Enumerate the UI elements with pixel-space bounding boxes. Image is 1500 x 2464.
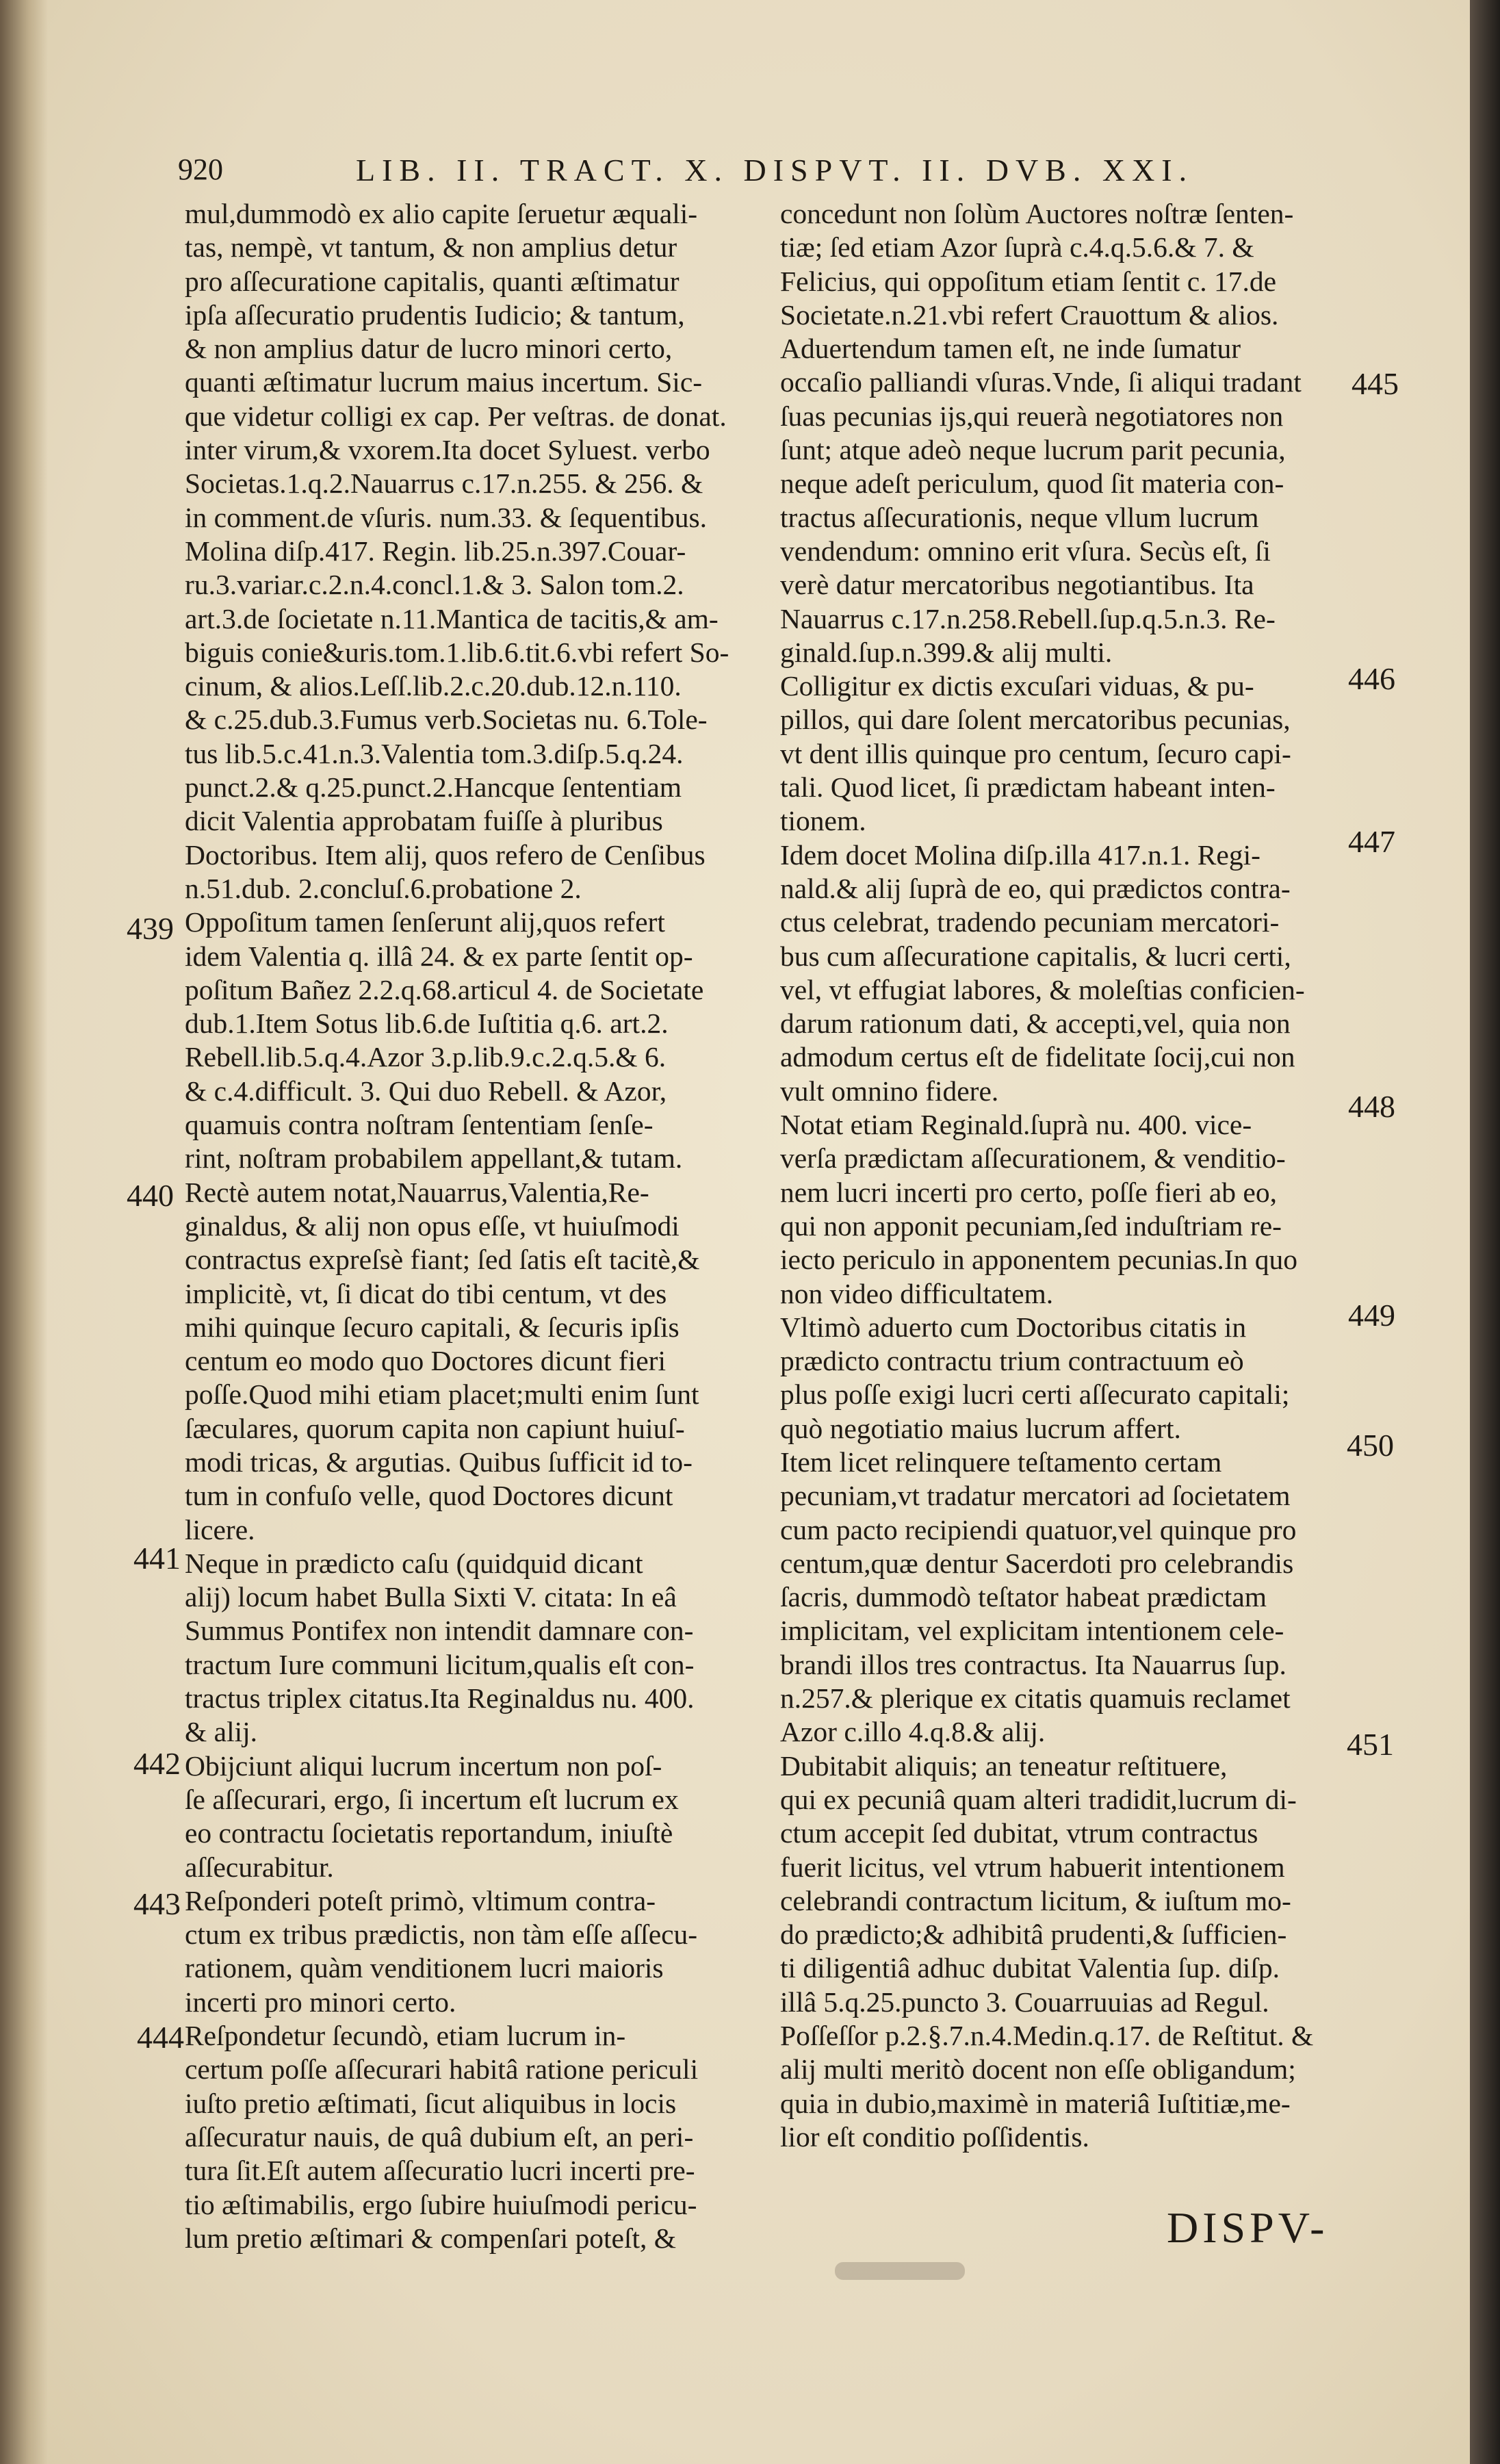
text-line: rint, noſtram probabilem appellant,& tutam. (185, 1142, 683, 1175)
text-line: brandi illos tres contractus. Ita Nauarrus ſup. (780, 1648, 1286, 1680)
text-line: vt dent illis quinque pro centum, ſecuro capi- (780, 737, 1291, 769)
text-line: incerti pro minori certo. (185, 1986, 456, 2018)
text-line: tas, nempè, vt tantum, & non amplius detur (185, 231, 677, 264)
text-line: que videtur colligi ex cap. Per veſtras. de donat. (185, 400, 727, 432)
text-line: tiæ; ſed etiam Azor ſuprà c.4.q.5.6.& 7. & (780, 231, 1254, 264)
text-line: Felicius, qui oppoſitum etiam ſentit c. 17.de (780, 265, 1276, 297)
paragraph-number: 444 (137, 2020, 184, 2055)
text-line: quanti æſtimatur lucrum maius incertum. Sic- (185, 366, 703, 398)
text-line: fuerit licitus, vel vtrum habuerit intentionem (780, 1851, 1285, 1883)
text-line: inter virum,& vxorem.Ita docet Syluest. verbo (185, 434, 710, 466)
text-line: Dubitabit aliquis; an teneatur reſtituere, (780, 1749, 1228, 1782)
text-line: eo contractu ſocietatis reportandum, iniuſtè (185, 1817, 673, 1849)
text-line: tio æſtimabilis, ergo ſubire huiuſmodi pericu- (185, 2188, 697, 2220)
text-line: Colligitur ex dictis excuſari viduas, & pu- (780, 670, 1254, 702)
text-line: aſſecuratur nauis, de quâ dubium eſt, an peri- (185, 2120, 694, 2153)
text-line: implicitè, vt, ſi dicat do tibi centum, vt des (185, 1277, 667, 1309)
text-line: Rebell.lib.5.q.4.Azor 3.p.lib.9.c.2.q.5.& 6. (185, 1041, 667, 1073)
text-line: Societate.n.21.vbi refert Crauottum & alios. (780, 298, 1279, 331)
text-line: Doctoribus. Item alij, quos refero de Cenſibus (185, 838, 706, 871)
text-line: plus poſſe exigi lucri certi aſſecurato capitali; (780, 1378, 1290, 1411)
text-line: neque adeſt periculum, quod ſit materia con- (780, 467, 1284, 500)
text-line: verè datur mercatoribus negotiantibus. Ita (780, 569, 1254, 601)
text-line: art.3.de ſocietate n.11.Mantica de tacitis,& am- (185, 602, 719, 634)
text-line: qui non apponit pecuniam,ſed induſtriam re- (780, 1209, 1282, 1242)
paragraph-number: 448 (1348, 1089, 1395, 1124)
text-line: dicit Valentia approbatam fuiſſe à pluribus (185, 805, 663, 837)
text-line: Summus Pontifex non intendit damnare con- (185, 1615, 694, 1647)
text-line: concedunt non ſolùm Auctores noſtræ ſenten- (780, 198, 1294, 229)
text-line: cum pacto recipiendi quatuor,vel quinque pro (780, 1513, 1297, 1545)
left-column (185, 197, 787, 2255)
text-line: tractus triplex citatus.Ita Reginaldus nu. 400. (185, 1682, 695, 1715)
text-line: & c.4.difficult. 3. Qui duo Rebell. & Azor, (185, 1075, 667, 1107)
text-line: tura ſit.Eſt autem aſſecuratio lucri incerti pre- (185, 2155, 695, 2187)
text-line: ſacris, dummodò teſtator habeat prædictam (780, 1581, 1267, 1613)
text-line: vult omnino fidere. (780, 1075, 999, 1107)
text-line: ipſa aſſecuratio prudentis Iudicio; & tantum, (185, 298, 685, 331)
binding-gutter (0, 0, 48, 2464)
text-line: certum poſſe aſſecurari habitâ ratione periculi (185, 2053, 699, 2086)
text-line: bus cum aſſecuratione capitalis, & lucri certi, (780, 940, 1291, 972)
text-line: n.257.& plerique ex citatis quamuis reclamet (780, 1682, 1291, 1715)
text-line: darum rationum dati, & accepti,vel, quia non (780, 1008, 1291, 1040)
text-line: Rectè autem notat,Nauarrus,Valentia,Re- (185, 1176, 649, 1208)
folio-number: 920 (178, 153, 223, 186)
text-line: mul,dummodò ex alio capite ſeruetur æquali- (185, 198, 698, 229)
text-line: verſa prædictam aſſecurationem, & venditio- (780, 1142, 1286, 1175)
text-line: tum in confuſo velle, quod Doctores dicunt (185, 1480, 673, 1512)
text-line: vendendum: omnino erit vſura. Secùs eſt, ſi (780, 535, 1271, 567)
text-line: Reſpondetur ſecundò, etiam lucrum in- (185, 2020, 626, 2052)
text-line: n.51.dub. 2.concluſ.6.probatione 2. (185, 872, 582, 904)
text-line: do prædicto;& adhibitâ prudenti,& ſufficien- (780, 1918, 1287, 1951)
text-line: Nauarrus c.17.n.258.Rebell.ſup.q.5.n.3. Re- (780, 602, 1276, 634)
text-line: rationem, quàm venditionem lucri maioris (185, 1952, 664, 1984)
text-line: idem Valentia q. illâ 24. & ex parte ſentit op- (185, 940, 693, 972)
catchword: DISPV- (1167, 2203, 1329, 2252)
right-column (780, 197, 1375, 2154)
text-line: quia in dubio,maximè in materiâ Iuſtitiæ,me- (780, 2087, 1291, 2119)
text-line: nem lucri incerti pro certo, poſſe fieri ab eo, (780, 1176, 1277, 1208)
text-line: occaſio palliandi vſuras.Vnde, ſi aliqui tradant (780, 366, 1302, 398)
text-line: Azor c.illo 4.q.8.& alij. (780, 1716, 1046, 1748)
text-line: ti diligentiâ adhuc dubitat Valentia ſup. diſp. (780, 1952, 1280, 1984)
text-line: non video difficultatem. (780, 1277, 1054, 1309)
text-line: quò negotiatio maius lucrum affert. (780, 1412, 1181, 1444)
text-line: pillos, qui dare ſolent mercatoribus pecunias, (780, 704, 1291, 736)
text-line: ctum accepit ſed dubitat, vtrum contractus (780, 1817, 1258, 1849)
paragraph-number: 446 (1348, 661, 1395, 696)
text-line: ginald.ſup.n.399.& alij multi. (780, 636, 1113, 668)
text-line: tali. Quod licet, ſi prædictam habeant inten- (780, 771, 1276, 804)
text-line: Obijciunt aliqui lucrum incertum non poſ- (185, 1749, 662, 1782)
text-line: Poſſeſſor p.2.§.7.n.4.Medin.q.17. de Reſtitut. & (780, 2020, 1314, 2052)
text-line: centum eo modo quo Doctores dicunt fieri (185, 1345, 667, 1377)
text-line: contractus expreſsè fiant; ſed ſatis eſt tacitè,& (185, 1244, 700, 1276)
paragraph-number: 449 (1348, 1298, 1395, 1333)
text-line: alij multi meritò docent non eſſe obligandum; (780, 2053, 1296, 2086)
text-line: lior eſt conditio poſſidentis. (780, 2120, 1089, 2153)
paragraph-number: 447 (1348, 824, 1395, 859)
text-line: ctum ex tribus prædictis, non tàm eſſe aſſecu- (185, 1918, 698, 1951)
text-line: modi tricas, & argutias. Quibus ſufficit id to- (185, 1446, 693, 1478)
text-line: poſitum Bañez 2.2.q.68.articul 4. de Societate (185, 973, 704, 1005)
text-line: ſuas pecunias ijs,qui reuerà negotiatores non (780, 400, 1284, 432)
text-line: Neque in prædicto caſu (quidquid dicant (185, 1547, 643, 1579)
text-line: Oppoſitum tamen ſenſerunt alij,quos refert (185, 906, 665, 938)
text-line: ginaldus, & alij non opus eſſe, vt huiuſmodi (185, 1209, 680, 1242)
text-line: cinum, & alios.Leſſ.lib.2.c.20.dub.12.n.110. (185, 670, 682, 702)
paragraph-number: 445 (1352, 366, 1399, 401)
text-line: in comment.de vſuris. num.33. & ſequentibus. (185, 501, 708, 533)
text-line: biguis conie&uris.tom.1.lib.6.tit.6.vbi refert So- (185, 636, 729, 668)
text-line: lum pretio æſtimari & compenſari poteſt, & (185, 2222, 677, 2254)
text-line: & alij. (185, 1716, 258, 1748)
text-line: nald.& alij ſuprà de eo, qui prædictos contra- (780, 872, 1291, 904)
text-line: ſe aſſecurari, ergo, ſi incertum eſt lucrum ex (185, 1783, 679, 1815)
text-line: alij) locum habet Bulla Sixti V. citata: In eâ (185, 1581, 677, 1613)
text-line: pecuniam,vt tradatur mercatori ad ſocietatem (780, 1480, 1291, 1512)
paragraph-number: 441 (133, 1541, 181, 1576)
text-line: aſſecurabitur. (185, 1851, 334, 1883)
text-line: prædicto contractu trium contractuum eò (780, 1345, 1244, 1377)
paragraph-number: 439 (127, 911, 174, 946)
text-line: dub.1.Item Sotus lib.6.de Iuſtitia q.6. art.2. (185, 1008, 669, 1040)
page-edge (1470, 0, 1500, 2464)
paragraph-number: 440 (127, 1178, 174, 1213)
text-line: quamuis contra noſtram ſententiam ſenſe- (185, 1109, 654, 1141)
paragraph-number: 451 (1347, 1727, 1394, 1762)
text-line: ſæculares, quorum capita non capiunt huiuſ- (185, 1412, 685, 1444)
text-line: celebrandi contractum licitum, & iuſtum mo- (780, 1884, 1291, 1916)
text-line: Reſponderi poteſt primò, vltimum contra- (185, 1884, 656, 1916)
text-line: licere. (185, 1513, 255, 1545)
text-line: punct.2.& q.25.punct.2.Hancque ſententiam (185, 771, 682, 804)
text-line: ctus celebrat, tradendo pecuniam mercatori- (780, 906, 1280, 938)
text-line: mihi quinque ſecuro capitali, & ſecuris ipſis (185, 1311, 680, 1343)
paragraph-number: 442 (133, 1746, 181, 1781)
text-line: Notat etiam Reginald.ſuprà nu. 400. vice- (780, 1109, 1252, 1141)
paragraph-number: 450 (1347, 1428, 1394, 1463)
text-line: iecto periculo in apponentem pecunias.In quo (780, 1244, 1297, 1276)
running-head: LIB. II. TRACT. X. DISPVT. II. DVB. XXI. (356, 153, 1194, 188)
text-line: Idem docet Molina diſp.illa 417.n.1. Regi- (780, 838, 1260, 871)
text-line: implicitam, vel explicitam intentionem cele- (780, 1615, 1284, 1647)
text-line: vel, vt effugiat labores, & moleſtias conficien- (780, 973, 1305, 1005)
paragraph-number: 443 (133, 1886, 181, 1921)
text-line: tractus aſſecurationis, neque vllum lucrum (780, 501, 1259, 533)
text-line: & c.25.dub.3.Fumus verb.Societas nu. 6.Tole- (185, 704, 708, 736)
text-line: Molina diſp.417. Regin. lib.25.n.397.Couar- (185, 535, 686, 567)
text-line: poſſe.Quod mihi etiam placet;multi enim ſunt (185, 1378, 699, 1411)
text-line: Aduertendum tamen eſt, ne inde ſumatur (780, 333, 1241, 365)
text-line: admodum certus eſt de fidelitate ſocij,cui non (780, 1041, 1295, 1073)
text-line: Vltimò aduerto cum Doctoribus citatis in (780, 1311, 1247, 1343)
text-line: tractum Iure communi licitum,qualis eſt con- (185, 1648, 695, 1680)
text-line: pro aſſecuratione capitalis, quanti æſtimatur (185, 265, 680, 297)
text-line: Item licet relinquere teſtamento certam (780, 1446, 1222, 1478)
text-line: ru.3.variar.c.2.n.4.concl.1.& 3. Salon tom.2. (185, 569, 684, 601)
text-line: centum,quæ dentur Sacerdoti pro celebrandis (780, 1547, 1294, 1579)
ink-smudge (835, 2262, 965, 2280)
page-header (178, 152, 1382, 193)
text-line: qui ex pecuniâ quam alteri tradidit,lucrum di- (780, 1783, 1297, 1815)
text-line: tus lib.5.c.41.n.3.Valentia tom.3.diſp.5.q.24. (185, 737, 684, 769)
text-line: iuſto pretio æſtimati, ſicut aliquibus in locis (185, 2087, 677, 2119)
text-line: illâ 5.q.25.puncto 3. Couarruuias ad Regul. (780, 1986, 1269, 2018)
text-line: tionem. (780, 805, 866, 837)
text-line: ſunt; atque adeò neque lucrum parit pecunia, (780, 434, 1286, 466)
text-line: Societas.1.q.2.Nauarrus c.17.n.255. & 256. & (185, 467, 703, 500)
text-line: & non amplius datur de lucro minori certo, (185, 333, 673, 365)
